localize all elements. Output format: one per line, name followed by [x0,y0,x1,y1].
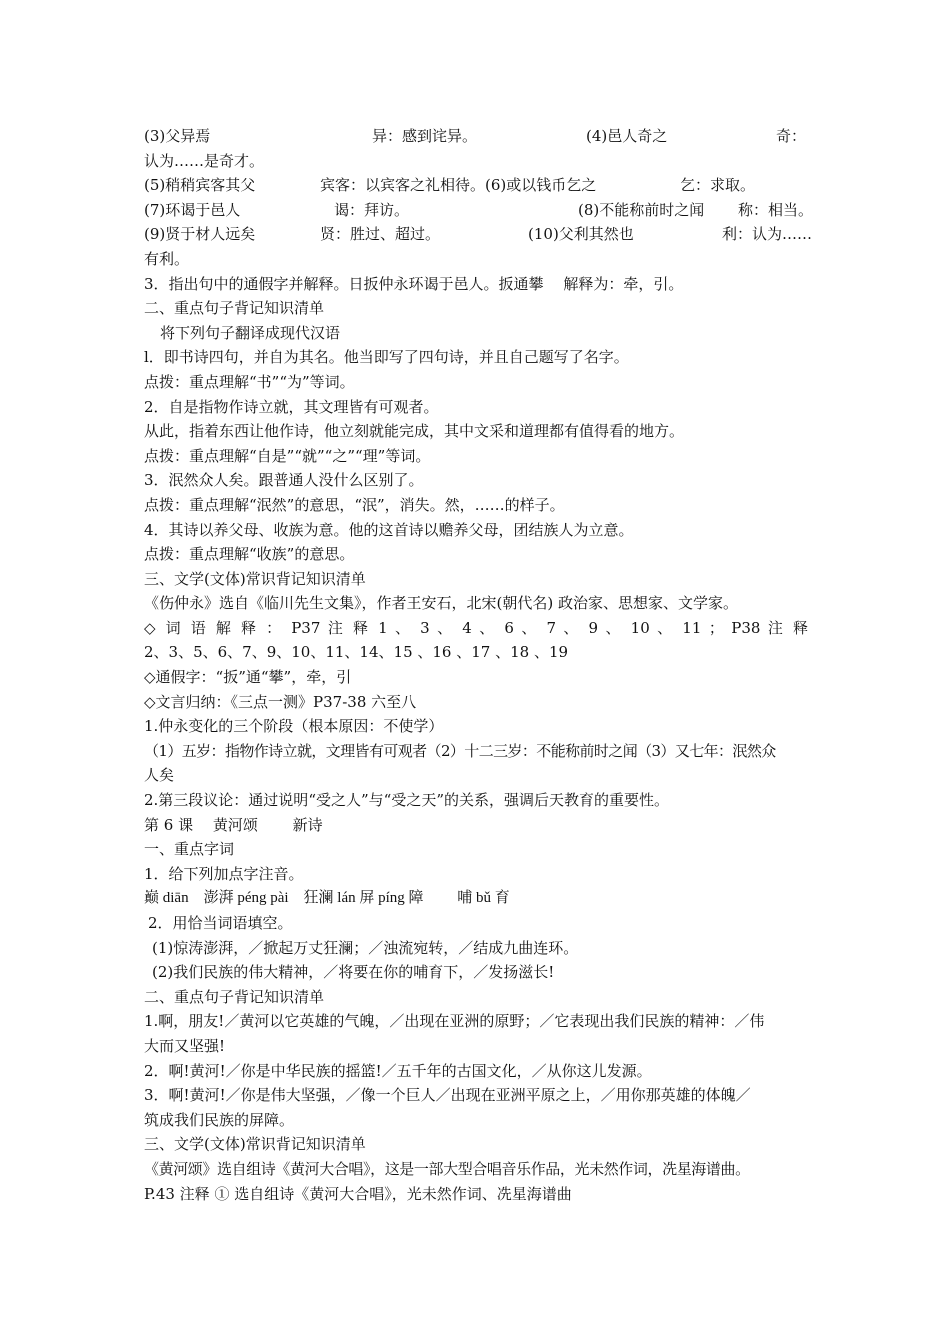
text-line: 人矣 [144,766,175,785]
annotation-gloss: 乞：求取。 [680,176,756,195]
text-line: 2．自是指物作诗立就，其文理皆有可观者。 [144,397,439,416]
text-line: 有利。 [144,249,190,268]
text-line: 1．给下列加点字注音。 [144,864,304,883]
annotation-gloss: 贤：胜过、超过。 [320,225,441,244]
annotation-item: (5)稍稍宾客其父 [144,176,256,195]
text-line: (2)我们民族的伟大精神，／将要在你的哺育下，／发扬滋长! [152,963,555,982]
hint-line: 点拨：重点理解“泯然”的意思，“泯”，消失。然，……的样子。 [144,495,565,514]
text-line: 4．其诗以养父母、收族为意。他的这首诗以赡养父母，团结族人为立意。 [144,520,634,539]
text-line: 大而又坚强! [144,1036,226,1055]
text-line: 2、3、5、6、7、9、10、11、14、15 、16 、17 、18 、19 [144,643,569,662]
annotation-item: (7)环谒于邑人 [144,200,241,219]
text-line: 《黄河颂》选自组诗《黄河大合唱》，这是一部大型合唱音乐作品，光未然作词，冼星海谱曲。 [144,1159,750,1178]
annotation-gloss: 宾客：以宾客之礼相待。(6)或以钱币乞之 [320,176,597,195]
text-line: 3．啊!黄河!／你是伟大坚强，／像一个巨人／出现在亚洲平原之上，／用你那英雄的体魄／ [144,1086,751,1105]
text-line: ◇ 词 语 解 释 ： P37 注 释 1 、 3 、 4 、 6 、 7 、 9 、 10 、 11 ； P38 注 释 [144,618,808,637]
hint-line: 点拨：重点理解“自是”“就”“之”“理”等词。 [144,446,431,465]
hint-line: 点拨：重点理解“收族”的意思。 [144,545,355,564]
text-line: 认为……是奇才。 [144,151,265,170]
annotation-gloss: 异：感到诧异。 [372,127,478,145]
text-line: ◇文言归纳：《三点一测》P37-38 六至八 [144,692,417,711]
annotation-row [144,222,813,247]
section-heading: 二、重点句子背记知识清单 [144,299,325,318]
annotation-item: (8)不能称前时之闻 [578,200,705,219]
text-line: (1)惊涛澎湃，／掀起万丈狂澜；／浊流宛转，／结成九曲连环。 [152,938,579,957]
text-line: 1.仲永变化的三个阶段（根本原因：不使学） [144,717,444,736]
text-line: 3．指出句中的通假字并解释。日扳仲永环谒于邑人。扳通攀 解释为：牵，引。 [144,274,684,293]
annotation-item: (4)邑人奇之 [586,127,668,145]
hint-line: 点拨：重点理解“书”“为”等词。 [144,372,355,391]
annotation-gloss: 谒：拜访。 [334,200,410,219]
annotation-row [144,173,808,198]
annotation-row [144,124,808,149]
annotation-item: (9)贤于材人远矣 [144,225,256,244]
document-page [144,124,814,1206]
annotation-item: (3)父异焉 [144,127,211,145]
text-line: 2．用恰当词语填空。 [148,914,293,932]
text-line: 2．啊!黄河!／你是中华民族的摇篮!／五千年的古国文化，／从你这儿发源。 [144,1061,652,1080]
annotation-gloss: 称：相当。 [738,200,814,219]
text-line: 从此，指着东西让他作诗，他立刻就能完成，其中文采和道理都有值得看的地方。 [144,422,685,441]
section-heading: 一、重点字词 [144,840,235,859]
annotation-gloss: 利：认为…… [722,225,813,244]
annotation-row [144,198,814,223]
text-line: （1）五岁：指物作诗立就，文理皆有可观者（2）十二三岁：不能称前时之闻（3）又七年：泯然众 [144,741,776,760]
instruction-line: 将下列句子翻译成现代汉语 [160,323,341,342]
text-line: 3．泯然众人矣。跟普通人没什么区别了。 [144,471,424,490]
section-heading: 二、重点句子背记知识清单 [144,987,325,1006]
text-line: 1.啊，朋友!／黄河以它英雄的气魄，／出现在亚洲的原野；／它表现出我们民族的精神：／伟 [144,1012,765,1031]
text-line: ◇通假字：“扳”通“攀”，牵，引 [144,668,352,687]
annotation-gloss: 奇： [776,127,807,145]
section-heading: 三、文学(文体)常识背记知识清单 [144,1135,366,1154]
pinyin-line: 巅 diān 澎湃 péng pài 狂澜 lán 屏 píng 障 哺 bǔ 育 [144,890,510,907]
annotation-item: (10)父利其然也 [528,225,634,244]
lesson-title: 第 6 课 黄河颂 新诗 [144,815,323,834]
text-line: 《伤仲永》选自《临川先生文集》，作者王安石，北宋(朝代名) 政治家、思想家、文学家。 [144,594,738,613]
text-line: l．即书诗四句，并自为其名。他当即写了四句诗，并且自己题写了名字。 [144,348,629,367]
text-line: 2.第三段议论：通过说明“受之人”与“受之天”的关系，强调后天教育的重要性。 [144,791,669,810]
text-line: 筑成我们民族的屏障。 [144,1110,295,1129]
text-line: P.43 注释 ① 选自组诗《黄河大合唱》，光未然作词、冼星海谱曲 [144,1184,572,1203]
section-heading: 三、文学(文体)常识背记知识清单 [144,569,366,588]
